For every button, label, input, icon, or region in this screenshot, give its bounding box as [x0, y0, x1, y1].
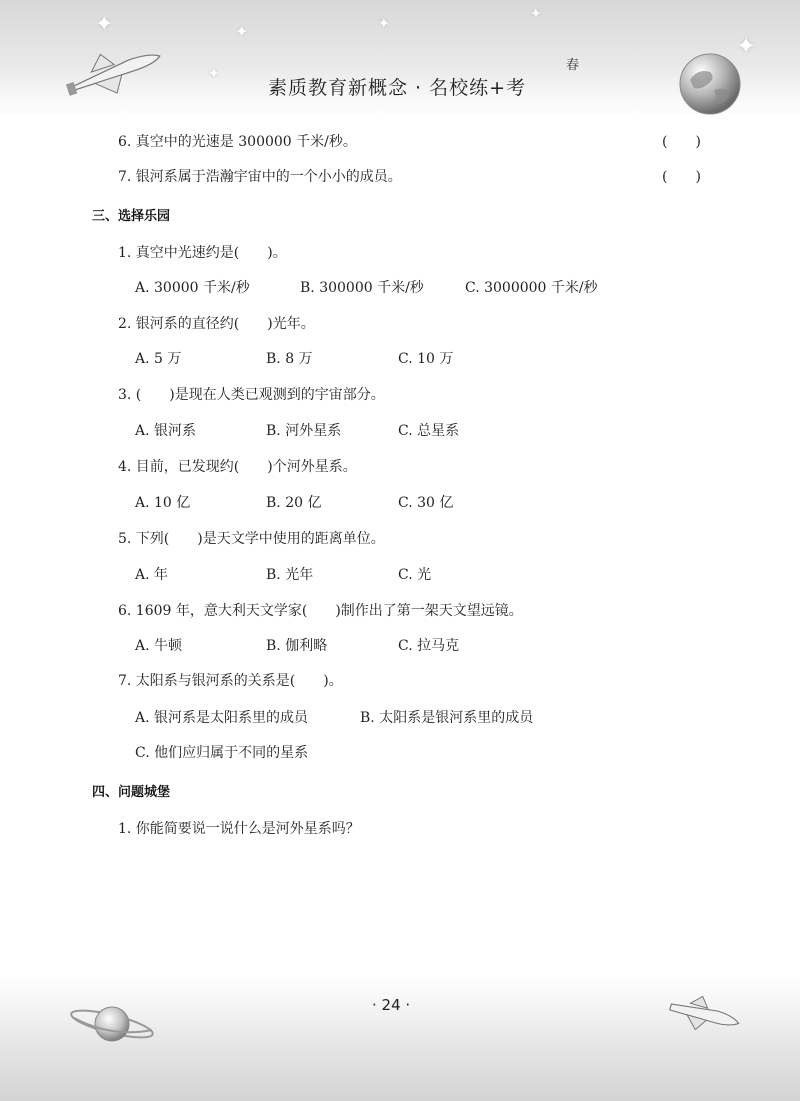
option-c[interactable]: C. 拉马克	[398, 638, 460, 654]
option-b[interactable]: B. 太阳系是银河系里的成员	[360, 710, 534, 726]
option-a[interactable]: A. 牛顿	[135, 638, 183, 654]
option-c[interactable]: C. 3000000 千米/秒	[465, 280, 598, 296]
judge-item-6: 6. 真空中的光速是 300000 千米/秒。	[118, 134, 357, 150]
question-stem: 4. 目前，已发现约( )个河外星系。	[118, 459, 357, 475]
saturn-icon	[66, 998, 158, 1048]
question-stem: 6. 1609 年，意大利天文学家( )制作出了第一架天文望远镜。	[118, 603, 523, 619]
sparkle-icon: ✦	[208, 66, 220, 82]
answer-paren[interactable]: ( )	[662, 169, 701, 185]
option-b[interactable]: B. 8 万	[266, 351, 313, 367]
option-c[interactable]: C. 总星系	[398, 423, 460, 439]
page-number: · 24 ·	[372, 996, 411, 1014]
option-c[interactable]: C. 他们应归属于不同的星系	[135, 745, 309, 761]
option-c[interactable]: C. 10 万	[398, 351, 454, 367]
question-stem: 1. 你能简要说一说什么是河外星系吗？	[118, 821, 360, 837]
option-b[interactable]: B. 河外星系	[266, 423, 342, 439]
book-title: 素质教育新概念 · 名校练+考	[268, 77, 527, 99]
question-stem: 3. ( )是现在人类已观测到的宇宙部分。	[118, 387, 385, 403]
answer-paren[interactable]: ( )	[662, 134, 701, 150]
sparkle-icon: ✦	[235, 22, 249, 41]
option-a[interactable]: A. 年	[135, 567, 169, 583]
question-stem: 7. 太阳系与银河系的关系是( )。	[118, 673, 343, 689]
section-title-questions: 四、问题城堡	[92, 785, 171, 800]
option-a[interactable]: A. 5 万	[135, 351, 182, 367]
option-a[interactable]: A. 银河系是太阳系里的成员	[135, 710, 309, 726]
question-stem: 2. 银河系的直径约( )光年。	[118, 316, 315, 332]
judge-item-7: 7. 银河系属于浩瀚宇宙中的一个小小的成员。	[118, 169, 402, 185]
question-stem: 1. 真空中光速约是( )。	[118, 245, 287, 261]
option-c[interactable]: C. 光	[398, 567, 432, 583]
option-a[interactable]: A. 10 亿	[135, 495, 191, 511]
section-title-choice: 三、选择乐园	[92, 209, 171, 224]
sparkle-icon: ✦	[378, 16, 390, 32]
space-shuttle-icon	[666, 990, 746, 1038]
sparkle-icon: ✦	[95, 12, 114, 37]
globe-icon	[676, 50, 744, 118]
option-b[interactable]: B. 300000 千米/秒	[300, 280, 424, 296]
sparkle-icon: ✦	[736, 32, 757, 60]
option-b[interactable]: B. 伽利略	[266, 638, 328, 654]
space-shuttle-icon	[62, 40, 172, 100]
question-stem: 5. 下列( )是天文学中使用的距离单位。	[118, 531, 385, 547]
option-b[interactable]: B. 光年	[266, 567, 314, 583]
option-c[interactable]: C. 30 亿	[398, 495, 454, 511]
season-label: 春	[566, 58, 580, 73]
option-b[interactable]: B. 20 亿	[266, 495, 322, 511]
option-a[interactable]: A. 30000 千米/秒	[135, 280, 250, 296]
sparkle-icon: ✦	[530, 6, 542, 22]
option-a[interactable]: A. 银河系	[135, 423, 197, 439]
